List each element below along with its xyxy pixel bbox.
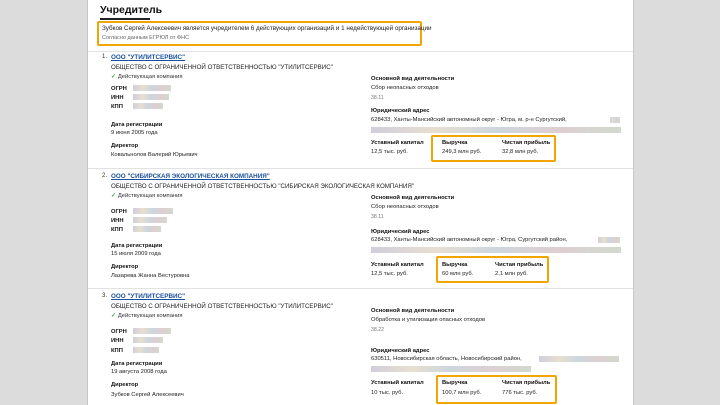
- redacted-value: [133, 85, 171, 91]
- org-full-name: ОБЩЕСТВО С ОГРАНИЧЕННОЙ ОТВЕТСТВЕННОСТЬЮ "СИБИРСКАЯ ЭКОЛОГИЧЕСКАЯ КОМПАНИЯ": [111, 183, 415, 190]
- revenue-value: 60 млн руб.: [442, 271, 474, 277]
- revenue-label: Выручка: [442, 380, 468, 386]
- capital-label: Уставный капитал: [371, 140, 424, 146]
- activity-value: Обработка и утилизация опасных отходов: [371, 317, 486, 323]
- reg-date-label: Дата регистрации: [111, 243, 163, 249]
- finance-highlight-box: [436, 256, 549, 283]
- divider: [88, 168, 634, 169]
- reg-date-value: 15 июля 2009 года: [111, 251, 161, 257]
- ogrn-label: ОГРН: [111, 329, 127, 335]
- activity-code: 38.22: [371, 327, 384, 333]
- director-label: Директор: [111, 143, 139, 149]
- capital-value: 12,5 тыс. руб.: [371, 149, 408, 155]
- profit-label: Чистая прибыль: [502, 140, 551, 146]
- redacted-value: [610, 117, 620, 123]
- address-value: 628433, Ханты-Мансийский автономный округ - Югра, м. р-н Сургутский,: [371, 117, 567, 123]
- activity-value: Сбор неопасных отходов: [371, 204, 439, 210]
- activity-label: Основной вид деятельности: [371, 76, 455, 82]
- org-number: 1.: [102, 54, 108, 60]
- address-value: 630511, Новосибирская область, Новосибирский район,: [371, 356, 522, 362]
- profit-value: 776 тыс. руб.: [502, 390, 538, 396]
- revenue-label: Выручка: [442, 140, 468, 146]
- redacted-value: [371, 127, 621, 133]
- revenue-label: Выручка: [442, 262, 468, 268]
- redacted-value: [133, 217, 167, 223]
- director-label: Директор: [111, 382, 139, 388]
- redacted-value: [133, 337, 163, 343]
- kpp-label: КПП: [111, 348, 123, 354]
- redacted-value: [371, 366, 531, 372]
- org-link[interactable]: ООО "УТИЛИТСЕРВИС": [111, 54, 186, 61]
- check-icon: ✓: [111, 313, 116, 319]
- reg-date-label: Дата регистрации: [111, 122, 163, 128]
- org-full-name: ОБЩЕСТВО С ОГРАНИЧЕННОЙ ОТВЕТСТВЕННОСТЬЮ "УТИЛИТСЕРВИС": [111, 303, 333, 310]
- revenue-value: 249,3 млн руб.: [442, 149, 482, 155]
- profit-label: Чистая прибыль: [502, 380, 551, 386]
- check-icon: ✓: [111, 74, 116, 80]
- capital-label: Уставный капитал: [371, 262, 424, 268]
- ogrn-label: ОГРН: [111, 209, 127, 215]
- address-label: Юридический адрес: [371, 229, 430, 235]
- org-status: [111, 74, 183, 80]
- reg-date-label: Дата регистрации: [111, 361, 163, 367]
- org-status: [111, 193, 183, 199]
- capital-value: 10 тыс. руб.: [371, 390, 404, 396]
- inn-label: ИНН: [111, 95, 124, 101]
- redacted-value: [133, 328, 171, 334]
- redacted-value: [133, 208, 173, 214]
- redacted-value: [133, 226, 161, 232]
- capital-label: Уставный капитал: [371, 380, 424, 386]
- divider: [88, 51, 634, 52]
- org-link[interactable]: ООО "СИБИРСКАЯ ЭКОЛОГИЧЕСКАЯ КОМПАНИЯ": [111, 173, 270, 180]
- section-title: Учредитель: [100, 4, 163, 16]
- kpp-label: КПП: [111, 104, 123, 110]
- founder-source: Согласно данным ЕГРЮЛ от ФНС: [102, 35, 190, 41]
- ogrn-label: ОГРН: [111, 86, 127, 92]
- inn-label: ИНН: [111, 218, 124, 224]
- redacted-value: [598, 237, 620, 243]
- activity-code: 38.11: [371, 214, 384, 220]
- address-label: Юридический адрес: [371, 108, 430, 114]
- activity-label: Основной вид деятельности: [371, 308, 455, 314]
- activity-label: Основной вид деятельности: [371, 195, 455, 201]
- profit-value: 2,1 млн руб.: [495, 271, 528, 277]
- org-link[interactable]: ООО "УТИЛИТСЕРВИС": [111, 293, 186, 300]
- reg-date-value: 19 августа 2008 года: [111, 369, 167, 375]
- kpp-label: КПП: [111, 227, 123, 233]
- founder-panel: [87, 0, 634, 405]
- redacted-value: [539, 356, 619, 362]
- org-status: [111, 313, 183, 319]
- redacted-value: [133, 347, 159, 353]
- capital-value: 12,5 тыс. руб.: [371, 271, 408, 277]
- divider: [88, 288, 634, 289]
- inn-label: ИНН: [111, 338, 124, 344]
- org-number: 2.: [102, 173, 108, 179]
- director-value: Лазарева Жанна Вестуровна: [111, 273, 190, 279]
- profit-value: 32,8 млн руб.: [502, 149, 539, 155]
- address-label: Юридический адрес: [371, 348, 430, 354]
- org-card-3: [88, 293, 634, 405]
- director-label: Директор: [111, 264, 139, 270]
- reg-date-value: 9 июня 2005 года: [111, 130, 158, 136]
- org-card-2: [88, 173, 634, 298]
- org-full-name: ОБЩЕСТВО С ОГРАНИЧЕННОЙ ОТВЕТСТВЕННОСТЬЮ "УТИЛИТСЕРВИС": [111, 64, 333, 71]
- activity-value: Сбор неопасных отходов: [371, 85, 439, 91]
- status-text: Действующая компания: [117, 193, 183, 199]
- title-underline: [100, 18, 150, 20]
- status-text: Действующая компания: [117, 74, 183, 80]
- status-text: Действующая компания: [117, 313, 183, 319]
- redacted-value: [371, 247, 621, 253]
- org-number: 3.: [102, 293, 108, 299]
- org-card-1: [88, 54, 634, 179]
- redacted-value: [133, 94, 169, 100]
- revenue-value: 100,7 млн руб.: [442, 390, 482, 396]
- director-value: Ковальнолов Валерий Юрьевич: [111, 152, 198, 158]
- address-value: 628433, Ханты-Мансийский автономный округ - Югра, Сургутский район,: [371, 237, 568, 243]
- activity-code: 38.11: [371, 95, 384, 101]
- director-value: Зубков Сергей Алексеевич: [111, 392, 184, 398]
- redacted-value: [133, 103, 163, 109]
- profit-label: Чистая прибыль: [495, 262, 544, 268]
- founder-summary: Зубков Сергей Алексеевич является учредителем 6 действующих организаций и 1 недействующей организации: [102, 25, 432, 32]
- check-icon: ✓: [111, 193, 116, 199]
